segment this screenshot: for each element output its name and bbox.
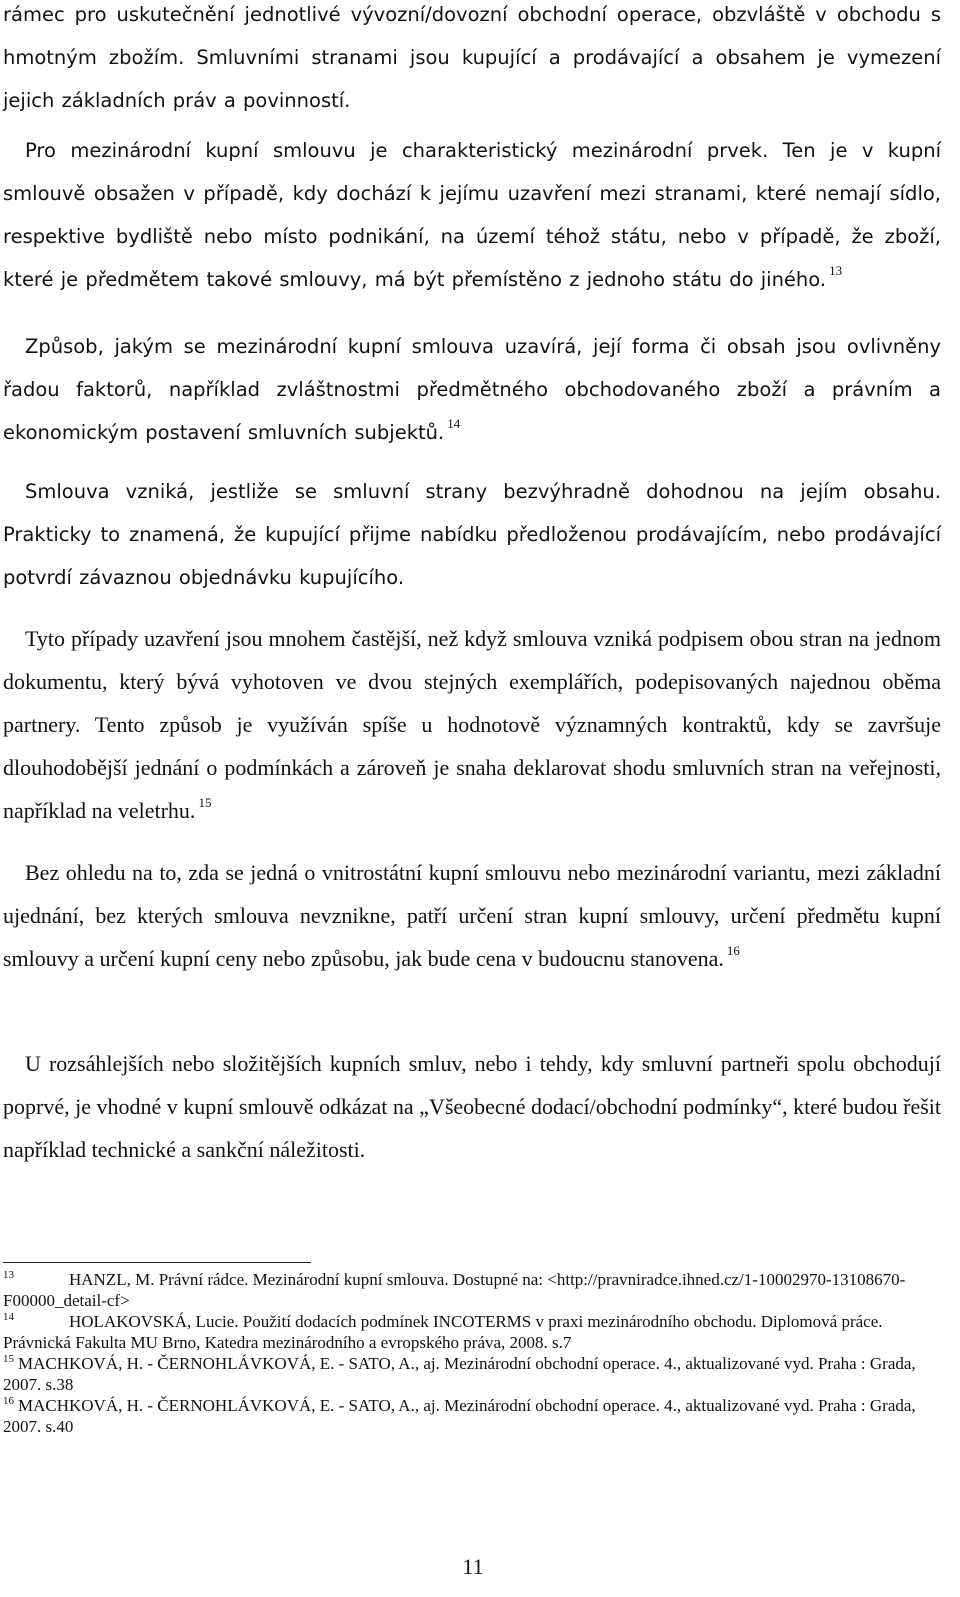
body-paragraph-2 bbox=[3, 129, 941, 301]
paragraph-text: Tyto případy uzavření jsou mnohem častější, než když smlouva vzniká podpisem obou stran na jednom dokumentu, který bývá vyhotoven ve dvou stejných exemplářích, podepisovaných najednou oběma partnery. Tento způsob je využíván spíše u hodnotově významných kontraktů, kdy se završuje dlouhodobější jednání o podmínkách a zároveň je snaha deklarovat shodu smluvních stran na veřejnosti, například na veletrhu. bbox=[3, 626, 941, 823]
paragraph-text: Způsob, jakým se mezinárodní kupní smlouva uzavírá, její forma či obsah jsou ovlivněny řadou faktorů, například zvláštnostmi předmětného obchodovaného zboží a právním a ekonomickým postavení smluvních subjektů. bbox=[3, 335, 941, 444]
footnote-reference-13[interactable]: 13 bbox=[829, 263, 843, 278]
footnote-separator bbox=[3, 1262, 311, 1263]
footnote-text: MACHKOVÁ, H. - ČERNOHLÁVKOVÁ, E. - SATO, A., aj. Mezinárodní obchodní operace. 4., aktualizované vyd. Praha : Grada, 2007. s.40 bbox=[3, 1396, 916, 1436]
footnote-16 bbox=[3, 1395, 941, 1437]
footnote-text: MACHKOVÁ, H. - ČERNOHLÁVKOVÁ, E. - SATO, A., aj. Mezinárodní obchodní operace. 4., aktualizované vyd. Praha : Grada, 2007. s.38 bbox=[3, 1354, 916, 1394]
body-paragraph-4 bbox=[3, 470, 941, 599]
paragraph-text: Bez ohledu na to, zda se jedná o vnitrostátní kupní smlouvu nebo mezinárodní variantu, mezi základní ujednání, bez kterých smlouva nevznikne, patří určení stran kupní smlouvy, určení předmětu kupní smlouvy a určení kupní ceny nebo způsobu, jak bude cena v budoucnu stanovena. bbox=[3, 860, 941, 971]
paragraph-text: rámec pro uskutečnění jednotlivé vývozní/dovozní obchodní operace, obzvláště v obchodu s hmotným zbožím. Smluvními stranami jsou kupující a prodávající a obsahem je vymezení jejich základních práv a povinností. bbox=[3, 3, 941, 112]
body-paragraph-3 bbox=[3, 325, 941, 454]
paragraph-text: U rozsáhlejších nebo složitějších kupních smluv, nebo i tehdy, kdy smluvní partneři spolu obchodují poprvé, je vhodné v kupní smlouvě odkázat na „Všeobecné dodací/obchodní podmínky“, které budou řešit například technické a sankční náležitosti. bbox=[3, 1051, 941, 1162]
footnote-number: 15 bbox=[3, 1353, 14, 1365]
paragraph-text: Smlouva vzniká, jestliže se smluvní strany bezvýhradně dohodnou na jejím obsahu. Prakticky to znamená, že kupující přijme nabídku předloženou prodávajícím, nebo prodávající potvrdí závaznou objednávku kupujícího. bbox=[3, 480, 941, 589]
footnote-text: HOLAKOVSKÁ, Lucie. Použití dodacích podmínek INCOTERMS v praxi mezinárodního obchodu. Diplomová práce. Právnická Fakulta MU Brno, Katedra mezinárodního a evropského práva, 2008. s.7 bbox=[3, 1312, 883, 1352]
footnote-reference-16[interactable]: 16 bbox=[726, 943, 740, 958]
footnote-13 bbox=[3, 1269, 941, 1311]
footnote-number: 16 bbox=[3, 1395, 14, 1407]
footnote-number: 14 bbox=[3, 1311, 14, 1323]
body-paragraph-7 bbox=[3, 1042, 941, 1171]
footnote-14 bbox=[3, 1311, 941, 1353]
footnote-text: HANZL, M. Právní rádce. Mezinárodní kupní smlouva. Dostupné na: <http://pravniradce.ihned.cz/1-10002970-13108670-F00000_detail-cf> bbox=[3, 1270, 906, 1310]
footnote-reference-15[interactable]: 15 bbox=[198, 795, 212, 810]
footnote-15 bbox=[3, 1353, 941, 1395]
footnote-reference-14[interactable]: 14 bbox=[447, 416, 461, 431]
body-paragraph-5 bbox=[3, 617, 941, 832]
body-paragraph-1 bbox=[3, 0, 941, 122]
paragraph-text: Pro mezinárodní kupní smlouvu je charakteristický mezinárodní prvek. Ten je v kupní smlouvě obsažen v případě, kdy dochází k jejímu uzavření mezi stranami, které nemají sídlo, respektive bydliště nebo místo podnikání, na území téhož státu, nebo v případě, že zboží, které je předmětem takové smlouvy, má být přemístěno z jednoho státu do jiného. bbox=[3, 139, 941, 291]
page-number: 11 bbox=[462, 1554, 484, 1579]
footnote-number: 13 bbox=[3, 1269, 14, 1281]
footnotes-section bbox=[3, 1269, 941, 1437]
body-paragraph-6 bbox=[3, 851, 941, 980]
